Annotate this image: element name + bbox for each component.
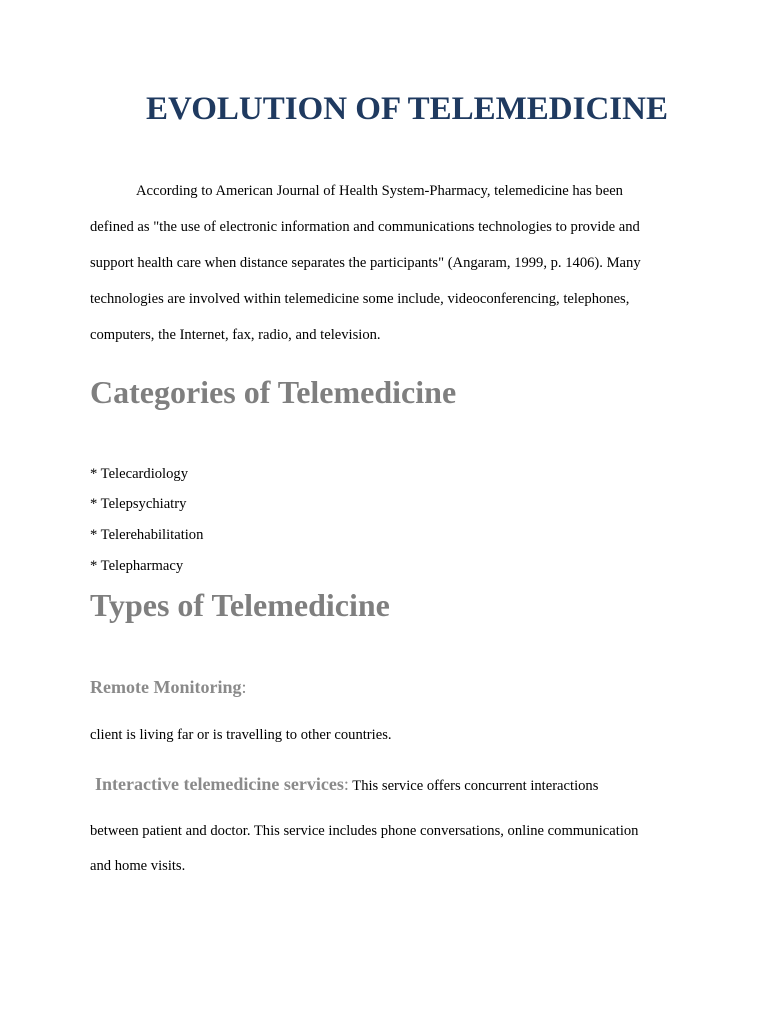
category-item-telecardiology: * Telecardiology: [90, 466, 188, 482]
remote-monitoring-label: Remote Monitoring: [90, 677, 242, 697]
category-item-telerehabilitation: * Telerehabilitation: [90, 527, 204, 543]
interactive-services-colon: :: [343, 774, 349, 794]
intro-line-2: defined as "the use of electronic information and communications technologies to provide and: [90, 219, 640, 235]
remote-monitoring-heading: [90, 677, 246, 698]
intro-line-5: computers, the Internet, fax, radio, and television.: [90, 327, 381, 343]
interactive-services-text-first: This service offers concurrent interactions: [348, 778, 599, 794]
intro-line-4: technologies are involved within telemedicine some include, videoconferencing, telephones,: [90, 291, 630, 307]
remote-monitoring-colon: :: [241, 677, 247, 697]
types-heading: Types of Telemedicine: [90, 587, 390, 623]
intro-line-1: According to American Journal of Health System-Pharmacy, telemedicine has been: [136, 183, 623, 199]
categories-heading: Categories of Telemedicine: [90, 374, 457, 410]
remote-monitoring-text: client is living far or is travelling to other countries.: [90, 727, 392, 743]
category-item-telepharmacy: * Telepharmacy: [90, 558, 184, 574]
interactive-services-heading: [95, 774, 598, 795]
interactive-services-line-2: between patient and doctor. This service includes phone conversations, online communication: [90, 823, 639, 839]
intro-line-3: support health care when distance separates the participants" (Angaram, 1999, p. 1406). Many: [90, 255, 641, 271]
document-title: EVOLUTION OF TELEMEDICINE: [146, 91, 668, 127]
category-item-telepsychiatry: * Telepsychiatry: [90, 496, 187, 512]
interactive-services-label: Interactive telemedicine services: [95, 774, 344, 794]
interactive-services-line-3: and home visits.: [90, 858, 186, 874]
